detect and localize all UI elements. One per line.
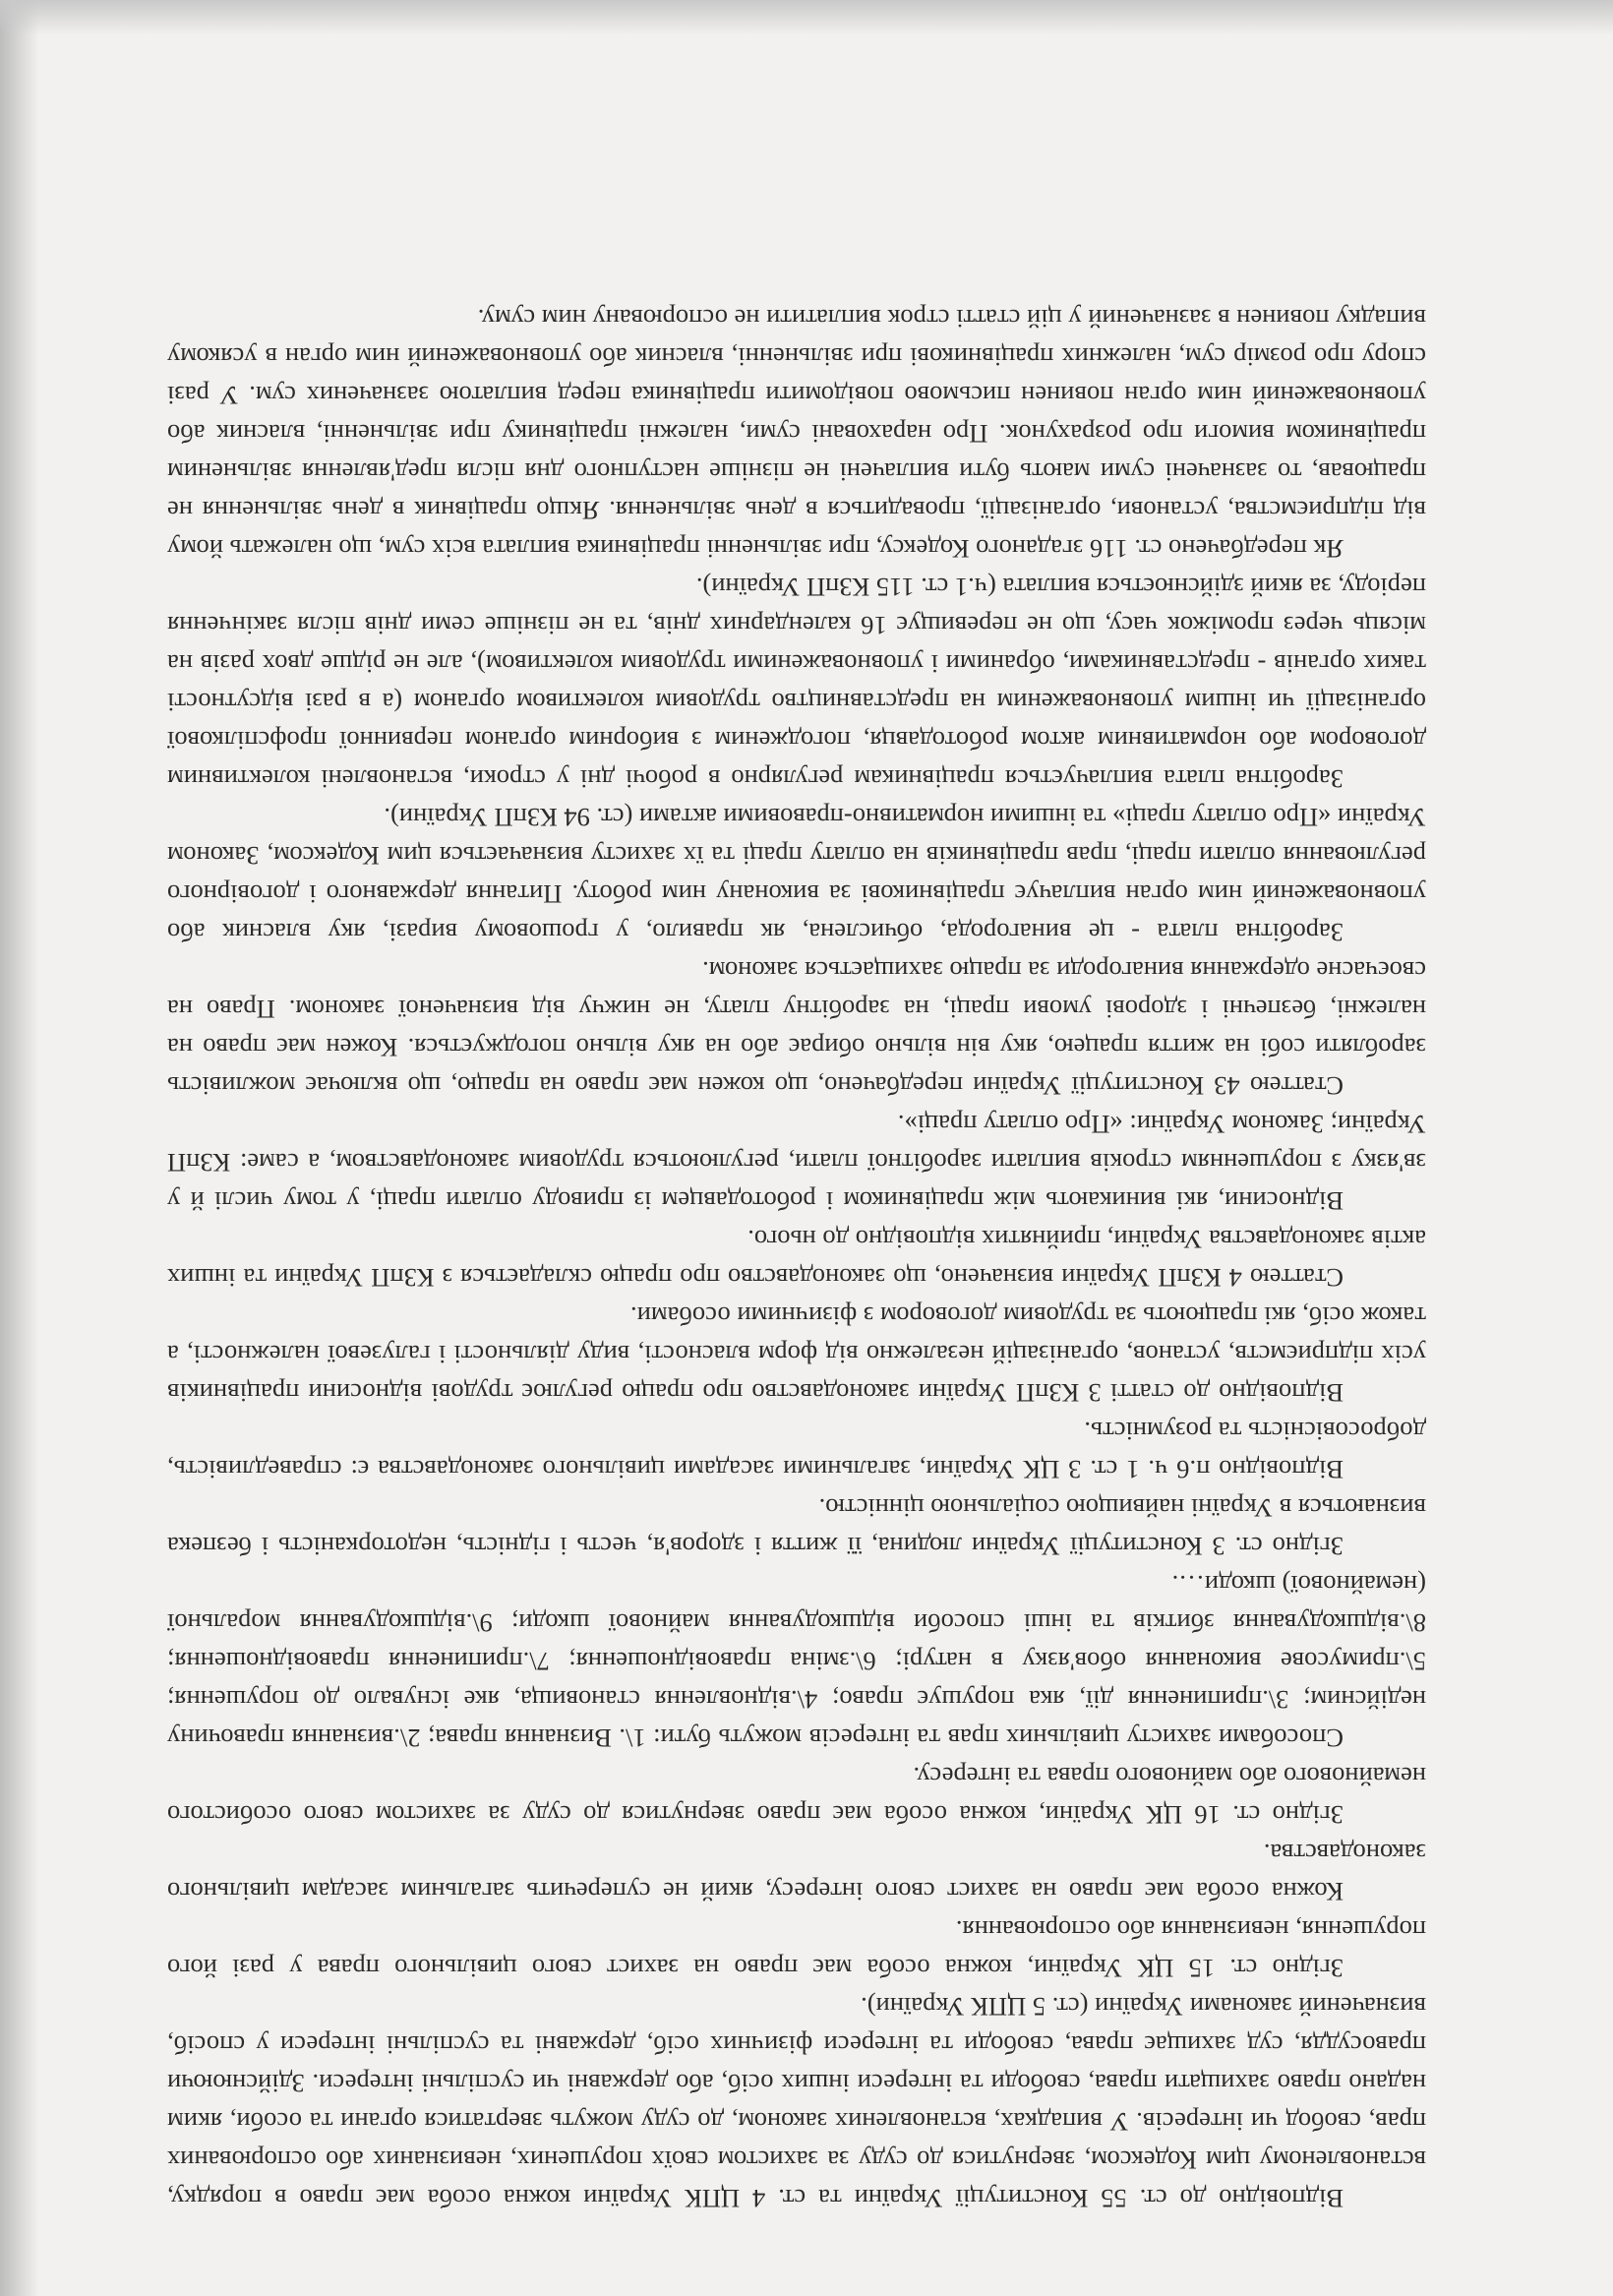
paragraph-wage-payment-terms: Заробітна плата виплачується працівникам регулярно в робочі дні у строки, встановлені колективним договором або нормативним актом роботодавця, погодженим з виборним органом первинної профспілкової організації чи іншим уповноваженим на представництво трудовим колективом органом (а в разі відсутності таких органів - представниками, обраними і уповноваженими трудовим колективом), але не рідше двох разів на місяць через проміжок часу, що не перевищує 16 календарних днів, та не пізніше семи днів після закінчення періоду, за який здійснюється виплата (ч.1 ст. 115 КЗпП України). — [167, 573, 1426, 794]
paragraph-art3-constitution: Згідно ст. 3 Конституції України людина, її життя і здоров'я, честь і гідність, недоторканість і безпека визнаються в Україні найвищою соціальною цінністю. — [167, 1493, 1426, 1561]
paragraph-art15-cc: Згідно ст. 15 ЦК України, кожна особа має право на захист свого цивільного права у разі його порушення, невизнання або оспорювання. — [167, 1915, 1426, 1983]
paragraph-art43-constitution: Статтею 43 Конституції України передбачено, що кожен має право на працю, що включає можливість заробляти собі на життя працею, яку він вільно обирає або на яку вільно погоджується. Кожен має право на належні, безпечні і здорові умови праці, на заробітну плату, не нижчу від визначеної законом. Право на своєчасне одержання винагороди за працю захищається законом. — [167, 956, 1426, 1101]
scan-edge-shadow-top — [0, 0, 1613, 35]
scan-edge-shadow-left — [0, 0, 39, 2296]
paragraph-wage-relations: Відносини, які виникають між працівником і роботодавцем із приводу оплати праці, у тому числі й у зв'язку з порушенням строків виплати заробітної плати, регулюються трудовим законодавством, а саме: КЗпП України; Законом України: «Про оплату праці». — [167, 1110, 1426, 1216]
paragraph-protection-methods: Способами захисту цивільних прав та інтересів можуть бути: 1\. Визнання права; 2\.визнання правочину недійсним; 3\.припинення дії, яка порушує право; 4\.відновлення становища, яке існувало до порушення; 5\.примусове виконання обов'язку в натурі; 6\.зміна правовідношення; 7\.припинення правовідношення; 8\.відшкодування збитків та інші способи відшкодування майнової шкоди; 9\.відшкодування моральної (немайнової) шкоди…. — [167, 1570, 1426, 1753]
paragraph-interest-protection: Кожна особа має право на захист свого інтересу, який не суперечить загальним засадам цивільного законодавства. — [167, 1839, 1426, 1906]
paragraph-art116-dismissal: Як передбачено ст. 116 згаданого Кодексу, при звільненні працівника виплата всіх сум, що належать йому від підприємства, установи, організації, провадиться в день звільнення. Якщо працівник в день звільнення не працював, то зазначені суми мають бути виплачені не пізніше наступного дня після пред'явлення звільненим працівником вимоги про розрахунок. Про нараховані суми, належні працівнику при звільненні, власник або уповноважений ним орган повинен письмово повідомити працівника перед виплатою зазначених сум. У разі спору про розмір сум, належних працівникові при звільненні, власник або уповноважений ним орган в усякому випадку повинен в зазначений у цій статті строк виплатити не оспорювану ним суму. — [167, 304, 1426, 564]
paragraph-art3-labor-code: Відповідно до статті 3 КЗпП України законодавство про працю регулює трудові відносини працівників усіх підприємств, установ, організацій незалежно від форм власності, виду діяльності і галузевої належності, а також осіб, які працюють за трудовим договором з фізичними особами. — [167, 1301, 1426, 1408]
paragraph-principles: Відповідно п.6 ч. 1 ст. 3 ЦК України, загальними засадами цивільного законодавства є: справедливість, добросовісність та розумність. — [167, 1417, 1426, 1484]
paragraph-art4-labor-code: Статтею 4 КЗпП України визначено, що законодавство про працю складається з КЗпП України та інших актів законодавства України, прийнятих відповідно до нього. — [167, 1225, 1426, 1293]
paragraph-wage-definition: Заробітна плата - це винагорода, обчислена, як правило, у грошовому виразі, яку власник або уповноважений ним орган виплачує працівникові за виконану ним роботу. Питання державного і договірного регулювання оплати праці, прав працівників на оплату праці та їх захисту визначається цим Кодексом, Законом України «Про оплату праці» та іншими нормативно-правовими актами (ст. 94 КЗпП України). — [167, 803, 1426, 947]
paragraph-court-protection: Відповідно до ст. 55 Конституції України та ст. 4 ЦПК України кожна особа має право в порядку, встановленому цим Кодексом, звернутися до суду за захистом своїх порушених, невизнаних або оспорюваних прав, свобод чи інтересів. У випадках, встановлених законом, до суду можуть звертатися органи та особи, яким надано право захищати права, свободи та інтереси інших осіб, або державні чи суспільні інтереси. Здійснюючи правосуддя, суд захищає права, свободи та інтереси фізичних осіб, державні та суспільні інтереси у спосіб, визначений законами України (ст. 5 ЦПК України). — [167, 1992, 1426, 2213]
paragraph-art16-cc: Згідно ст. 16 ЦК України, кожна особа має право звернутися до суду за захистом свого особистого немайнового або майнового права та інтересу. — [167, 1762, 1426, 1830]
document-body — [167, 299, 1426, 2217]
